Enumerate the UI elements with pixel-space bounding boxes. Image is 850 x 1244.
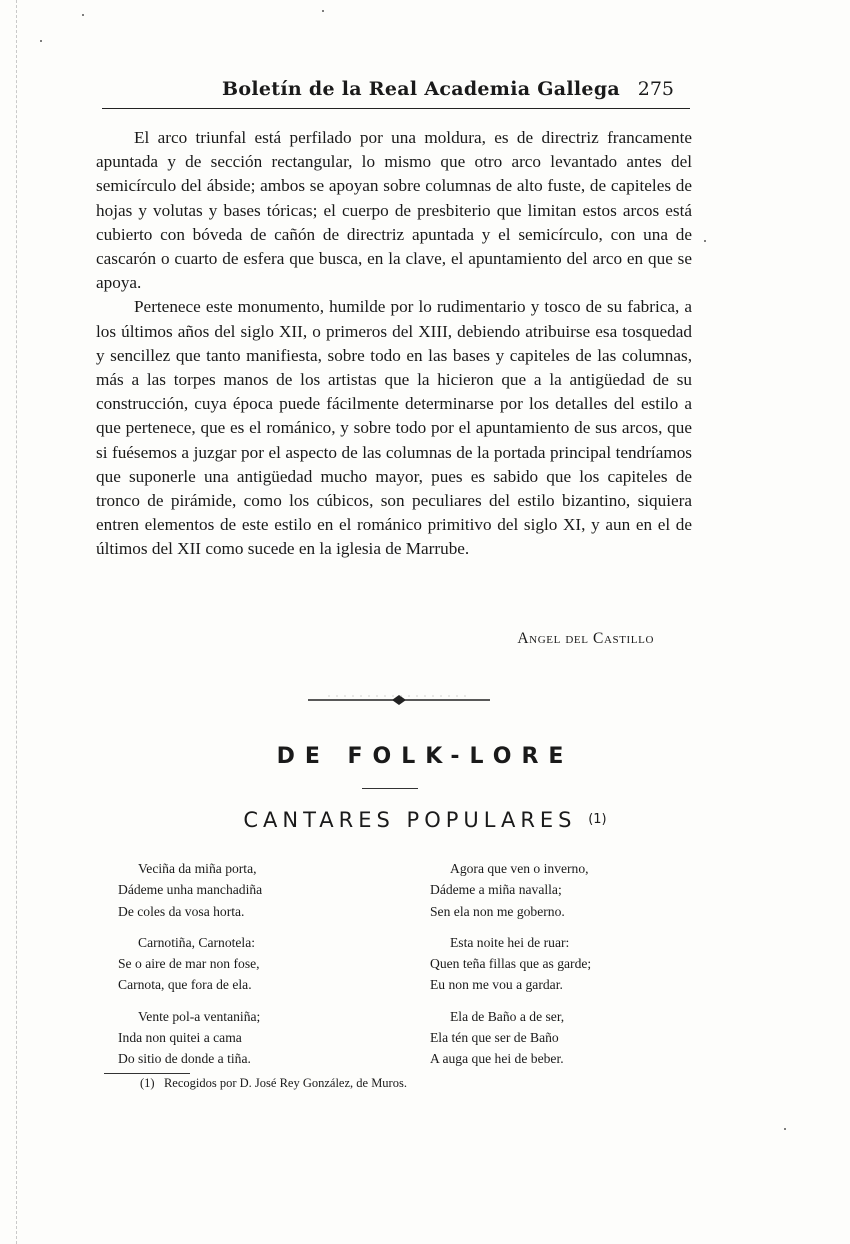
- verse-line: Agora que ven o inverno,: [450, 861, 589, 876]
- paragraph-2: Pertenece este monumento, humilde por lo rudimentario y tosco de su fabrica, a los últimos años del siglo XII, o primeros del XIII, debiendo atribuirse esa tosquedad y sencillez que tanto manifiesta, sobre todo en las bases y capiteles de las columnas, más a las torpes manos de los artistas que la hicieron que a la antigüedad de su construcción, cuya época puede fácilmente determinarse por los detalles del estilo a que pertenece, que es el románico, y sobre todo por el apuntamiento de sus arcos, que si fuésemos a juzgar por el aspecto de las columnas de la portada principal tendríamos que suponerle una antigüedad mucho mayor, pues es sabido que los capiteles de tronco de pirámide, como los cúbicos, son peculiares del estilo bizantino, siquiera entren elementos de este estilo en el románico primitivo del siglo XI, y aun en el de últimos del XII como sucede en la iglesia de Marrube.: [96, 297, 692, 559]
- verse-column-left: [118, 858, 262, 1080]
- verse-line: Dádeme a miña navalla;: [430, 882, 562, 898]
- stanza: [118, 932, 262, 996]
- section-title: DE FOLK-LORE: [276, 744, 574, 769]
- running-header: [102, 74, 690, 109]
- footnote-text: Recogidos por D. José Rey González, de Muros.: [163, 1076, 407, 1090]
- verse-line: Veciña da miña porta,: [138, 861, 257, 876]
- verse-line: Quen teña fillas que as garde;: [430, 956, 592, 972]
- scan-speck: [82, 14, 84, 16]
- stanza: [430, 932, 591, 996]
- verse-line: Se o aire de mar non fose,: [118, 956, 260, 972]
- subsection-title-text: CANTARES POPULARES: [243, 808, 577, 832]
- page-number: 275: [637, 78, 674, 100]
- scan-speck: [704, 240, 706, 242]
- paragraph-1: El arco triunfal está perfilado por una moldura, es de directriz francamente apuntada y de sección rectangular, lo mismo que otro arco levantado antes del semicírculo del ábside; ambos se apoyan sobre columnas de alto fuste, de capiteles de hojas y volutas y bases tóricas; el cuerpo de presbiterio que limitan estos arcos está cubierto con bóveda de cañón de directriz apuntada y el semicírculo, con una de cascarón o cuarto de esfera que busca, en la clave, el apuntamiento del arco en que se apoya.: [96, 128, 692, 293]
- stanza: [430, 1006, 591, 1070]
- verse-line: Carnotiña, Carnotela:: [138, 934, 256, 950]
- scan-speck: [322, 10, 324, 12]
- verse-line: Carnota, que fora de ela.: [118, 977, 252, 993]
- verse-line: A auga que hei de beber.: [430, 1051, 564, 1067]
- title-rule: [362, 788, 418, 789]
- verse-line: Ela de Baño a de ser,: [450, 1008, 565, 1024]
- journal-title: Boletín de la Real Academia Gallega: [222, 78, 621, 100]
- stanza: [430, 858, 591, 922]
- scan-speck: [784, 1128, 786, 1130]
- verse-line: De coles da vosa horta.: [118, 903, 245, 919]
- stanza: [118, 858, 262, 922]
- ornament-divider-icon: [308, 690, 490, 710]
- footnote-rule: [104, 1073, 190, 1074]
- verse-line: Esta noite hei de ruar:: [450, 934, 570, 950]
- scan-edge: [16, 0, 17, 1244]
- footnote: [140, 1076, 407, 1091]
- author-signature: Angel del Castillo: [517, 630, 654, 647]
- verse-line: Eu non me vou a gardar.: [430, 977, 563, 993]
- verse-line: Dádeme unha manchadiña: [118, 882, 263, 898]
- verse-line: Ela tén que ser de Baño: [430, 1030, 559, 1046]
- verse-line: Vente pol-a ventaniña;: [138, 1008, 261, 1024]
- footnote-reference: (1): [588, 812, 607, 827]
- scan-speck: [40, 40, 42, 42]
- verse-column-right: [430, 858, 591, 1080]
- verse-line: Sen ela non me goberno.: [430, 903, 565, 919]
- subsection-title: [0, 808, 850, 832]
- verse-line: Do sitio de donde a tiña.: [118, 1051, 251, 1067]
- verse-line: Inda non quitei a cama: [118, 1030, 242, 1046]
- article-body: [96, 126, 692, 562]
- footnote-marker: (1): [140, 1076, 155, 1090]
- stanza: [118, 1006, 262, 1070]
